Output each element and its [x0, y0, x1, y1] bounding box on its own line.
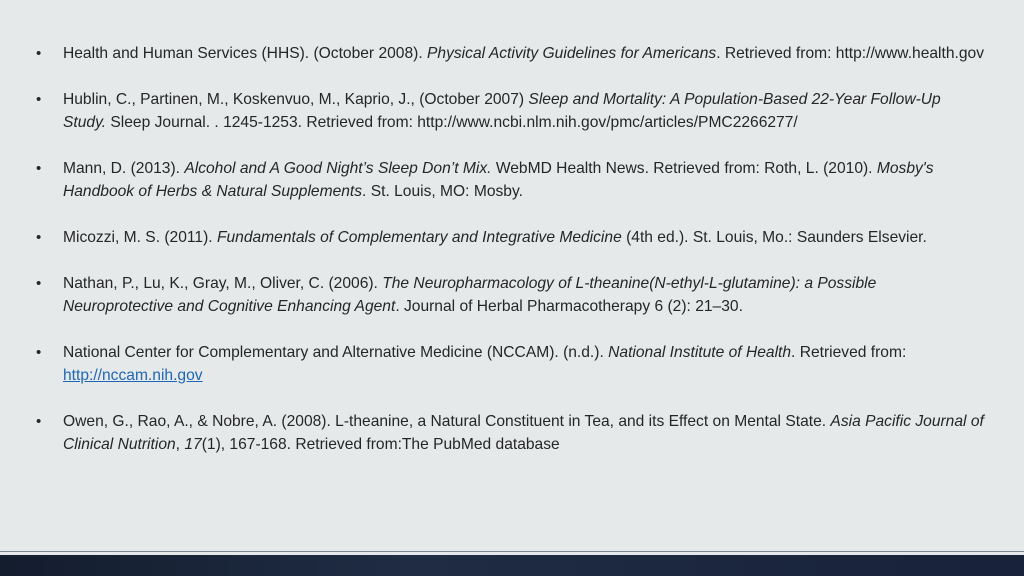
- reference-title: Sleep and Mortality: A Population-Based 22-Year Follow-Up Study.: [63, 91, 941, 131]
- reference-text: Mann, D. (2013).: [63, 160, 185, 177]
- bullet-icon: •: [36, 413, 42, 430]
- reference-title: The Neuropharmacology of L-theanine(N-ethyl-L-glutamine): a Possible Neuroprotective and Cognitive Enhancing Agent: [63, 275, 877, 315]
- reference-title: Physical Activity Guidelines for Americans: [427, 45, 717, 62]
- bullet-icon: •: [36, 160, 42, 177]
- reference-title: Asia Pacific Journal of Clinical Nutrition: [63, 413, 984, 453]
- reference-item: [36, 272, 986, 318]
- reference-title: 17: [184, 436, 202, 453]
- reference-text: Nathan, P., Lu, K., Gray, M., Oliver, C. (2006).: [63, 275, 383, 292]
- footer-bar: [0, 555, 1024, 576]
- reference-text: ,: [175, 436, 185, 453]
- reference-title: National Institute of Health: [608, 344, 792, 361]
- reference-text: Hublin, C., Partinen, M., Koskenvuo, M., Kaprio, J., (October 2007): [63, 91, 529, 108]
- reference-text: . Journal of Herbal Pharmacotherapy 6 (2): 21–30.: [395, 298, 743, 315]
- reference-text: WebMD Health News. Retrieved from: Roth, L. (2010).: [491, 160, 877, 177]
- reference-text: Health and Human Services (HHS). (October 2008).: [63, 45, 428, 62]
- reference-text: (1), 167-168. Retrieved from:The PubMed database: [201, 436, 560, 453]
- bullet-icon: •: [36, 91, 42, 108]
- reference-text: National Center for Complementary and Alternative Medicine (NCCAM). (n.d.).: [63, 344, 609, 361]
- reference-item: [36, 88, 986, 134]
- reference-title: Alcohol and A Good Night’s Sleep Don’t Mix.: [184, 160, 492, 177]
- reference-text: . Retrieved from: http://www.health.gov: [716, 45, 984, 62]
- reference-title: Mosby's Handbook of Herbs & Natural Supplements: [63, 160, 934, 200]
- bullet-icon: •: [36, 229, 42, 246]
- reference-title: Fundamentals of Complementary and Integrative Medicine: [216, 229, 622, 246]
- reference-list: [36, 42, 986, 456]
- bullet-icon: •: [36, 344, 42, 361]
- reference-item: [36, 226, 986, 249]
- bullet-icon: •: [36, 45, 42, 62]
- reference-item: [36, 410, 986, 456]
- reference-item: [36, 341, 986, 387]
- reference-item: [36, 157, 986, 203]
- bullet-icon: •: [36, 275, 42, 292]
- reference-text: . Retrieved from:: [791, 344, 907, 361]
- reference-text: Owen, G., Rao, A., & Nobre, A. (2008). L-theanine, a Natural Constituent in Tea, and its Effect on Mental State.: [63, 413, 831, 430]
- reference-text: . St. Louis, MO: Mosby.: [362, 183, 523, 200]
- reference-text: Micozzi, M. S. (2011).: [63, 229, 217, 246]
- reference-link[interactable]: http://nccam.nih.gov: [63, 367, 203, 384]
- reference-text: Sleep Journal. . 1245-1253. Retrieved from: http://www.ncbi.nlm.nih.gov/pmc/articles/PMC2266277/: [106, 114, 798, 131]
- reference-item: [36, 42, 986, 65]
- footer-divider: [0, 551, 1024, 552]
- reference-text: (4th ed.). St. Louis, Mo.: Saunders Elsevier.: [621, 229, 927, 246]
